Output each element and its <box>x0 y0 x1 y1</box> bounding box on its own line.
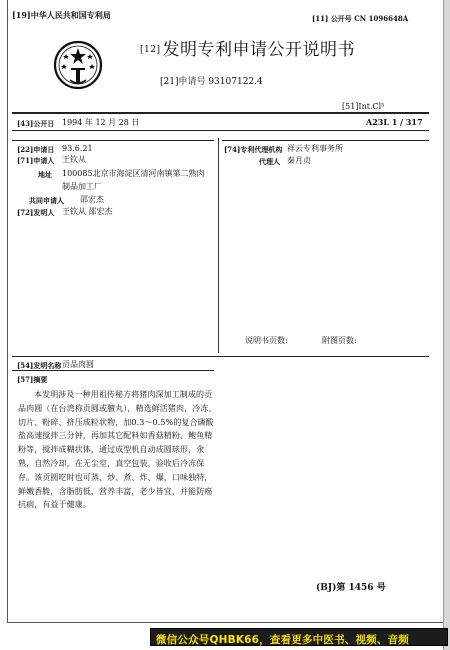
left-top-rule <box>12 140 214 141</box>
applicant-label: [71]申请人 <box>17 156 55 165</box>
filing-date-label: [22]申请日 <box>17 145 55 154</box>
document-code: (BJ)第 1456 号 <box>316 583 386 593</box>
invention-name-label: [54]发明名称 <box>17 361 62 370</box>
co-applicant: 邵宏杰 <box>80 195 104 204</box>
filing-date: 93.6.21 <box>62 144 93 153</box>
abstract-text <box>18 388 218 512</box>
pub-date: 1994 年 12 月 28 日 <box>62 118 140 127</box>
invention-name: 贡品肉圆 <box>62 360 94 369</box>
address-line-2: 制品加工厂 <box>62 182 102 191</box>
pub-date-label: [43]公开日 <box>17 119 55 128</box>
abstract-body: 本发明涉及一种用祖传秘方将猪肉深加工制成的贡品肉圆（在台湾称贡圆或膻丸），精选鲜活猪肉，冷冻、切片、粉碎、挤压成粒状物，加0.3～0.5%的复合磷酸盐高速搅拌三分钟，再加其它配料如香菇精粉、鲍鱼精粉等，搅拌成糊状体，通过成型机自动成圆球形，氽熟，自然冷却，在无尘室，真空包装，验收后冷冻保存。该贡圆吃时也可蒸、炒、煮、炸、爆，口味独特，鲜嫩香脆，含脂肪低，营养丰富，老少皆宜，并能防癌抗病，有益于健康。 <box>18 390 217 510</box>
watermark-banner <box>150 628 448 646</box>
applicant: 王钦从 <box>62 155 86 164</box>
agency: 祥云专利事务所 <box>287 144 343 153</box>
pubdate-rule <box>12 130 429 131</box>
country-office: [19]中华人民共和国专利局 <box>12 10 111 20</box>
header-rule <box>12 112 429 114</box>
title-tag: [12] <box>140 45 161 55</box>
document-title <box>140 42 355 59</box>
spec-pages-label: 说明书页数: <box>245 336 288 345</box>
co-applicant-label: 共同申请人 <box>29 196 64 205</box>
patent-office-emblem-icon <box>52 34 104 96</box>
address-label: 地址 <box>38 170 52 179</box>
publication-number: [11] 公开号 CN 1096648A <box>312 14 409 23</box>
inventors: 王钦从 邵宏杰 <box>62 207 113 216</box>
column-divider <box>218 138 219 353</box>
right-top-rule <box>222 140 429 141</box>
title-text: 发明专利申请公开说明书 <box>162 40 355 60</box>
abstract-label: [57]摘要 <box>17 375 48 384</box>
agency-label: [74]专利代理机构 <box>224 145 283 154</box>
name-rule <box>12 370 214 371</box>
viewer-scrollbar[interactable] <box>443 0 450 650</box>
figure-pages-label: 附图页数: <box>322 336 357 345</box>
address-line-1: 100085北京市海淀区清河南镇第二熟肉 <box>62 169 205 178</box>
application-number: [21]申请号 93107122.4 <box>160 77 263 87</box>
agent-label: 代理人 <box>259 157 280 166</box>
int-cl-label: [51]Int.Cl⁵ <box>342 102 385 111</box>
fields-bottom-rule <box>12 356 429 357</box>
inventor-label: [72]发明人 <box>17 208 55 217</box>
agent: 秦月贞 <box>287 156 311 165</box>
watermark-text: 微信公众号QHBK66，查看更多中医书、视频、音频 <box>156 634 409 646</box>
int-cl-value: A23L 1 / 317 <box>366 117 423 127</box>
